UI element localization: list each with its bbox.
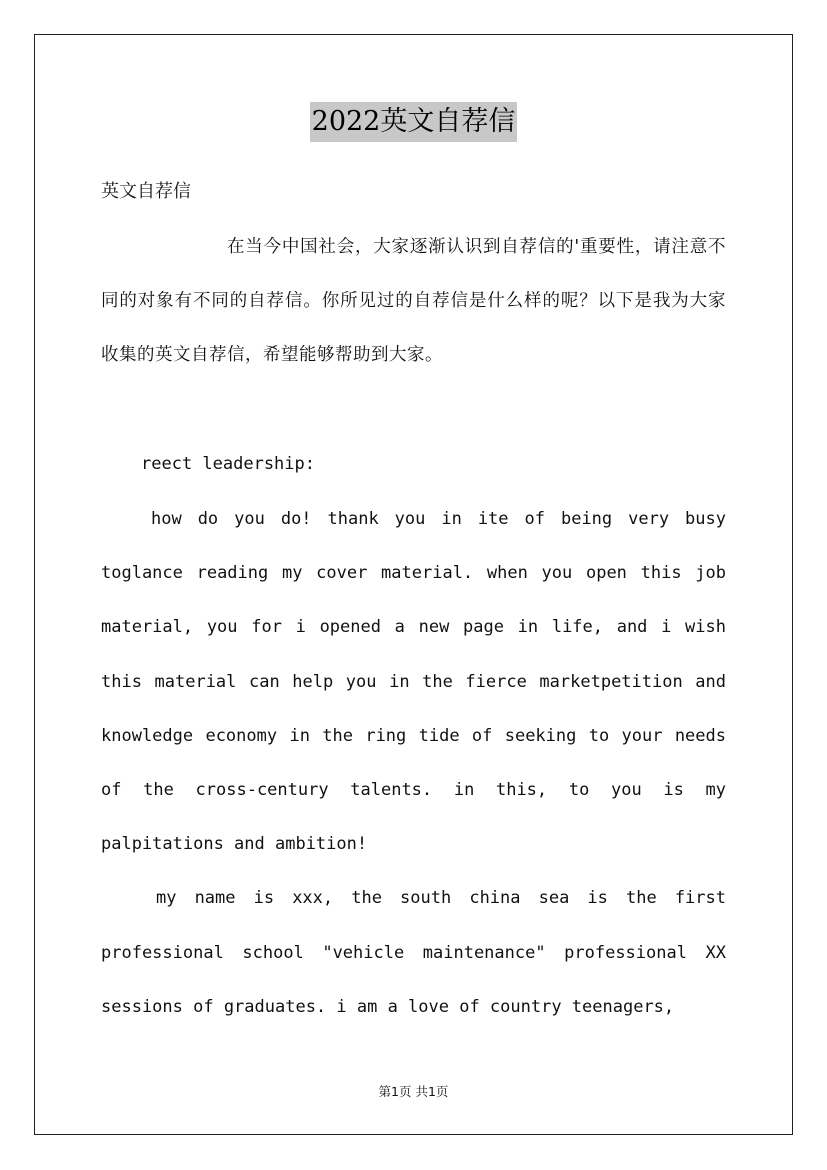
letter-paragraph-1: how do you do! thank you in ite of being very busy toglance reading my cover material. when you open this job material, you for i opened a new page in life, and i wish this material can help you in the fierce marketpetition and knowledge economy in the ring tide of seeking to your needs of the cross-century talents. in this, to you is my palpitations and ambition! (101, 509, 726, 855)
letter-body (101, 492, 726, 1034)
document-subtitle: 英文自荐信 (101, 181, 191, 202)
document-title: 2022英文自荐信 (310, 102, 518, 142)
letter-paragraph-2: my name is xxx, the south china sea is the first professional school "vehicle maintenance" professional XX sessions of graduates. i am a love of country teenagers, (101, 888, 726, 1017)
title-container (0, 102, 827, 142)
intro-paragraph-cn: 在当今中国社会，大家逐渐认识到自荐信的'重要性，请注意不同的对象有不同的自荐信。你所见过的自荐信是什么样的呢？以下是我为大家收集的英文自荐信，希望能够帮助到大家。 (101, 237, 726, 365)
letter-greeting: reect leadership: (141, 454, 315, 474)
page-footer: 第1页 共1页 (378, 1084, 449, 1099)
